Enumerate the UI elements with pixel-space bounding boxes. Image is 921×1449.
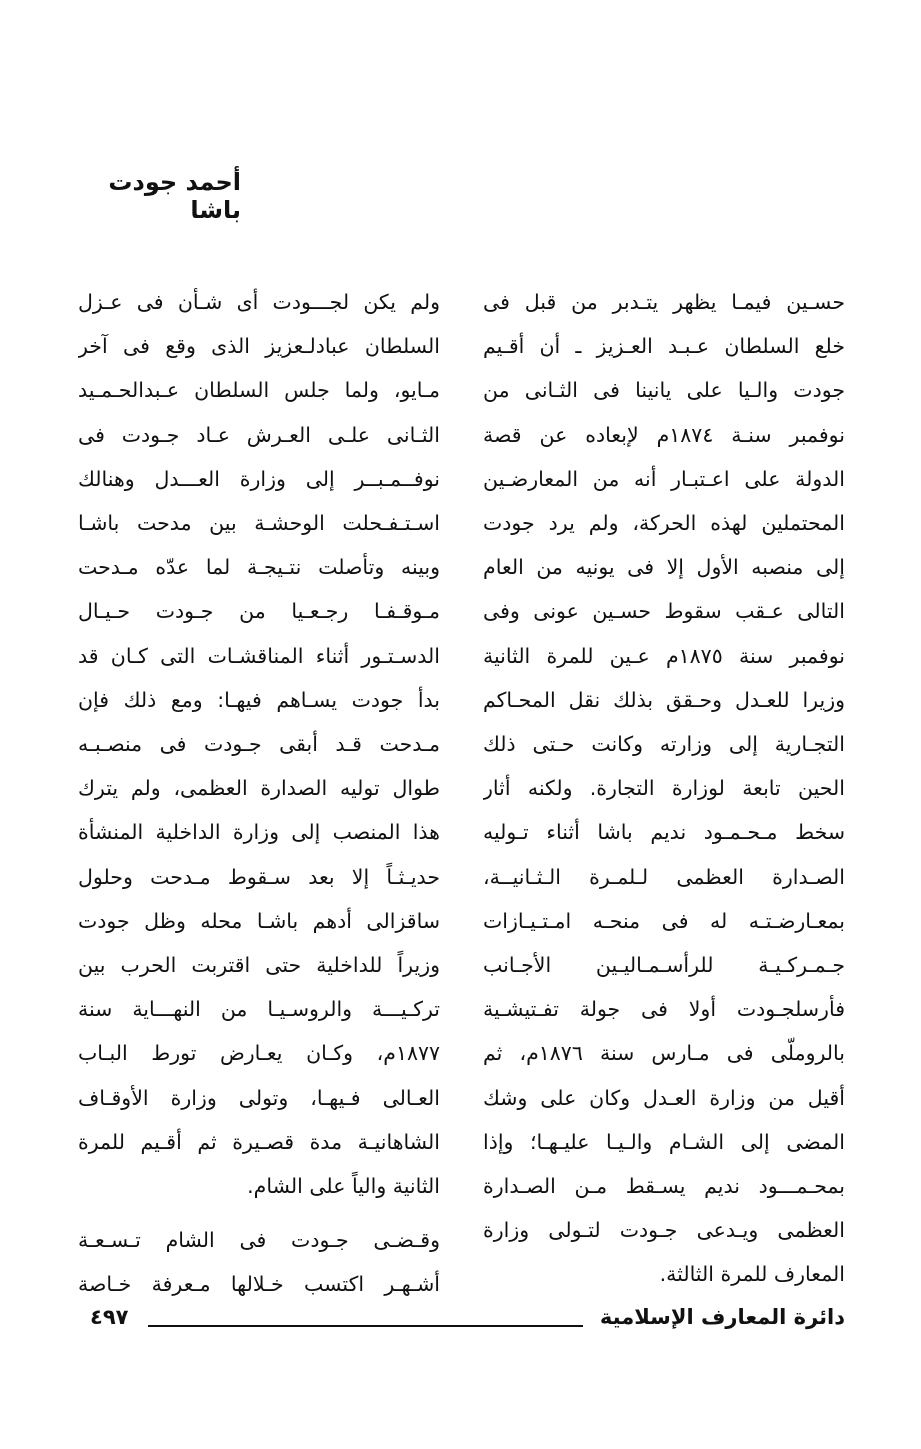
text-line: أشـهـر اكتسب خـلالها مـعرفة خـاصة	[78, 1272, 440, 1297]
text-line: سخط مـحـمـود نديم باشا أثناء تـوليه	[483, 820, 845, 845]
text-line: إلى منصبه الأول إلا فى يونيه من العام	[483, 555, 845, 580]
text-line: الحين تابعة لوزارة التجارة. ولكنه أثار	[483, 776, 845, 801]
text-line: بمعـارضـتـه له فى منحـه امـتـيـازات	[483, 908, 845, 933]
paragraph-gap	[78, 1208, 440, 1218]
text-line: تركـيـــة والروسـيـا من النهـــاية سنة	[78, 997, 440, 1022]
text-line: الدولة على اعـتبـار أنه من المعارضـين	[483, 466, 845, 491]
text-line: العـالى فـيهـا، وتولى وزارة الأوقـاف	[78, 1085, 440, 1110]
right-column	[483, 280, 845, 1297]
text-line: فأرسلجـودت أولا فى جولة تفـتيشـية	[483, 997, 845, 1022]
encyclopedia-title: دائرة المعارف الإسلامية	[599, 1305, 845, 1329]
text-line: التالى عـقب سقوط حسـين عونى وفى	[483, 599, 845, 624]
text-line: هذا المنصب إلى وزارة الداخلية المنشأة	[78, 820, 440, 845]
text-line: المعارف للمرة الثالثة.	[659, 1262, 845, 1287]
text-line: ١٨٧٧م، وكـان يعـارض تورط البـاب	[78, 1041, 440, 1066]
text-line: المضى إلى الشـام والـيـا عليـهـا؛ وإذا	[483, 1129, 845, 1154]
text-line: ولم يكن لجـــودت أى شـأن فى عـزل	[78, 290, 440, 314]
text-line: بدأ جودت يسـاهم فيهـا: ومع ذلك فإن	[78, 687, 440, 712]
text-line: بالروملّى فى مـارس سنة ١٨٧٦م، ثم	[483, 1041, 845, 1066]
text-line: الثانية والياً على الشام.	[247, 1174, 440, 1199]
text-line: ساقزالى أدهم باشـا محله وظل جودت	[78, 908, 440, 933]
text-line: السلطان عبادلـعزيز الذى وقع فى آخر	[78, 334, 440, 359]
text-line: حديـثـاً إلا بعد سـقوط مـدحت وحلول	[78, 864, 440, 889]
text-line: مـايو، ولما جلس السلطان عـبدالحـمـيد	[78, 378, 440, 403]
text-line: حسـين فيمـا يظهر يتـدبر من قبل فى	[483, 290, 845, 314]
text-line: وزيراً للداخلية حتى اقتربت الحرب بين	[78, 953, 440, 978]
text-line: الثـانى علـى العـرش عـاد جـودت فى	[78, 422, 440, 447]
text-line: المحتملين لهذه الحركة، ولم يرد جودت	[483, 511, 845, 536]
text-line: طوال توليه الصدارة العظمى، ولم يترك	[78, 776, 440, 801]
text-line: الدسـتـور أثناء المناقشـات التى كـان قد	[78, 643, 440, 668]
text-line: وبينه وتأصلت نتـيجـة لما عدّه مـدحت	[78, 555, 440, 580]
text-line: جـمـركـيـة للرأسـمـاليـين الأجـانب	[483, 953, 845, 978]
text-line: جودت والـيا على يانينا فى الثـانى من	[483, 378, 845, 403]
footer-divider	[148, 1325, 583, 1327]
text-line: نوفمبر سنـة ١٨٧٤م لإبعاده عن قصة	[483, 422, 845, 447]
text-line: التجـارية إلى وزارته وكانت حـتى ذلك	[483, 732, 845, 757]
text-line: الشاهانيـة مدة قصـيرة ثم أقـيم للمرة	[78, 1129, 440, 1154]
text-line: وزيرا للعـدل وحـقق بذلك نقل المحـاكم	[483, 687, 845, 712]
text-line: اسـتـفـحلت الوحشـة بين مدحت باشـا	[78, 511, 440, 536]
text-line: الصـدارة العظمى لـلمـرة الـثـانيــة،	[483, 864, 845, 889]
text-line: خلع السلطان عـبـد العـزيز ـ أن أقـيم	[483, 334, 845, 359]
text-line: مـدحت قـد أبقى جـودت فى منصـبـه	[78, 732, 440, 757]
text-line: وقـضـى جـودت فى الشام تـسـعـة	[78, 1228, 440, 1253]
page-number: ٤٩٧	[90, 1305, 129, 1329]
running-title: أحمد جودت باشا	[108, 168, 241, 224]
page-footer	[90, 1305, 845, 1345]
text-line: نوفــمـبــر إلى وزارة العـــدل وهنالك	[78, 466, 440, 491]
text-line: مـوقـفـا رجـعـيا من جـودت حـيـال	[78, 599, 440, 624]
left-column	[78, 280, 440, 1307]
text-line: أقيل من وزارة العـدل وكان على وشك	[483, 1085, 845, 1110]
text-line: بمحـمـــود نديم يسـقط مـن الصـدارة	[483, 1174, 845, 1199]
text-line: نوفمبر سنة ١٨٧٥م عـين للمرة الثانية	[483, 643, 845, 668]
text-line: العظمى ويـدعى جـودت لتـولى وزارة	[483, 1218, 845, 1243]
